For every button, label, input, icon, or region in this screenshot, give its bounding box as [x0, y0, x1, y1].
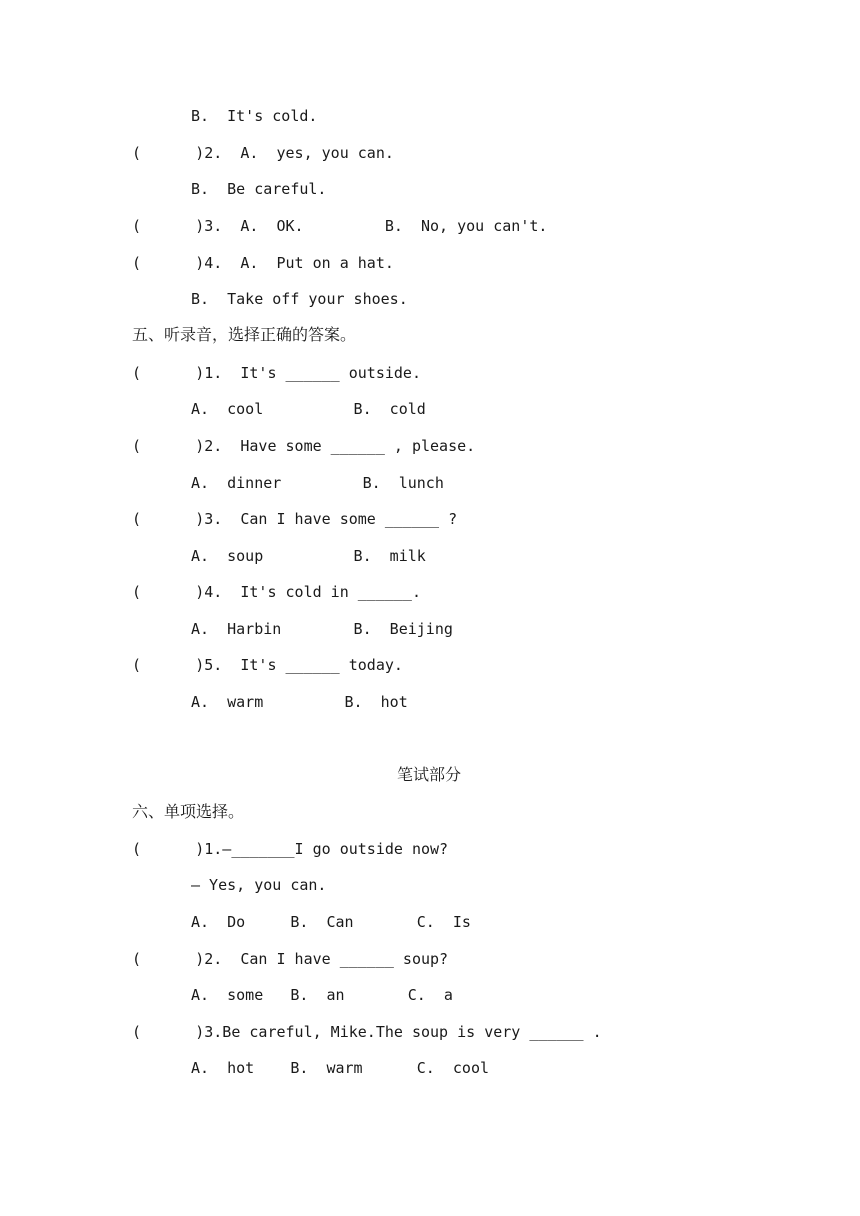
q6-3-question: ( )3.Be careful, Mike.The soup is very ______ .: [132, 1023, 602, 1041]
q4-4-question: ( )4. A. Put on a hat.: [132, 254, 394, 272]
q5-4-options: A. Harbin B. Beijing: [191, 620, 453, 638]
q4-3-question: ( )3. A. OK. B. No, you can't.: [132, 217, 548, 235]
q4-1-option-b: B. It's cold.: [191, 107, 318, 125]
q5-1-question: ( )1. It's ______ outside.: [132, 364, 421, 382]
q6-2-question: ( )2. Can I have ______ soup?: [132, 950, 449, 968]
q4-2-question: ( )2. A. yes, you can.: [132, 144, 394, 162]
q6-1-options: A. Do B. Can C. Is: [191, 913, 471, 931]
q5-5-question: ( )5. It's ______ today.: [132, 656, 403, 674]
q5-3-question: ( )3. Can I have some ______ ?: [132, 510, 458, 528]
q5-5-options: A. warm B. hot: [191, 693, 408, 711]
section-5-heading: 五、听录音，选择正确的答案。: [132, 325, 357, 344]
q5-3-options: A. soup B. milk: [191, 547, 426, 565]
q5-1-options: A. cool B. cold: [191, 400, 426, 418]
q6-2-options: A. some B. an C. a: [191, 986, 453, 1004]
q5-4-question: ( )4. It's cold in ______.: [132, 583, 421, 601]
q6-3-options: A. hot B. warm C. cool: [191, 1059, 490, 1077]
q6-1-question: ( )1.—_______I go outside now?: [132, 840, 449, 858]
q5-2-question: ( )2. Have some ______ , please.: [132, 437, 476, 455]
section-6-heading: 六、单项选择。: [132, 802, 245, 821]
q6-1-answer-line: — Yes, you can.: [191, 876, 327, 894]
q5-2-options: A. dinner B. lunch: [191, 474, 444, 492]
q4-4-option-b: B. Take off your shoes.: [191, 290, 408, 308]
q4-2-option-b: B. Be careful.: [191, 180, 327, 198]
written-part-title: 笔试部分: [397, 765, 462, 784]
